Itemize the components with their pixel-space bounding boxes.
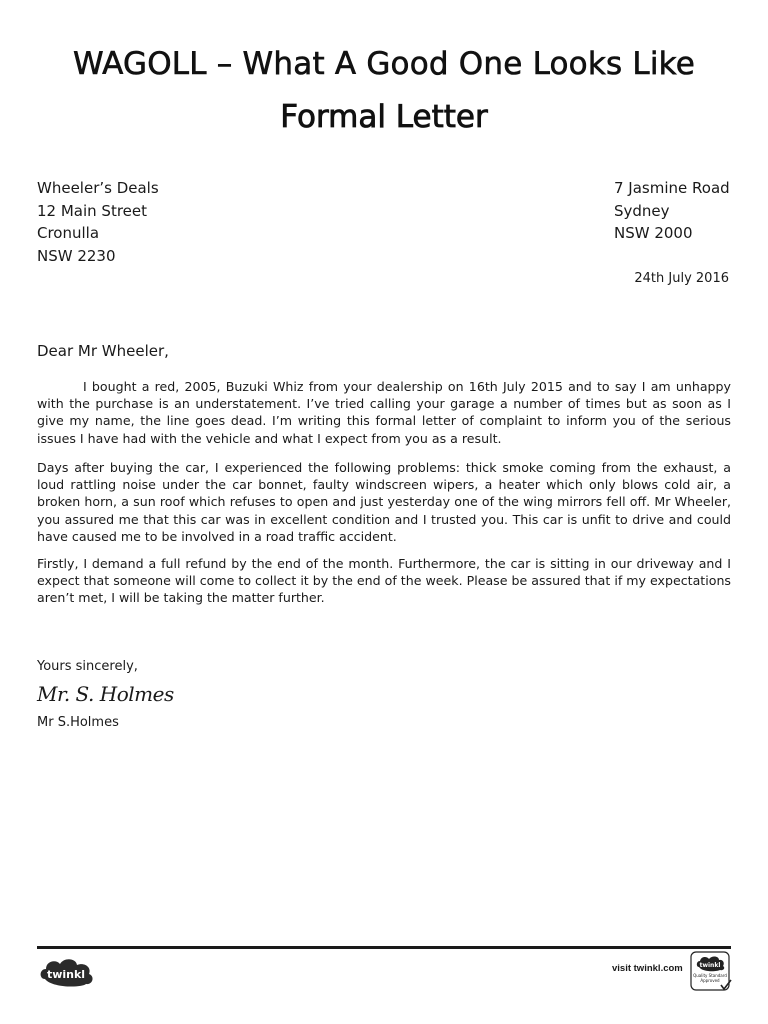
greeting: Dear Mr Wheeler, (37, 342, 169, 360)
recipient-address (614, 177, 730, 245)
sender-address-line: NSW 2230 (37, 246, 116, 265)
logo-text: twinkl (46, 968, 86, 981)
sender-address-line: Wheeler’s Deals (37, 179, 159, 197)
body-paragraph: Firstly, I demand a full refund by the end of the month. Furthermore, the car is sitting in our driveway and I expect that someone will come to collect it by the end of the week. Please be assured that if my expectations aren’t met, I will be taking the matter further. (37, 556, 731, 606)
letter-date: 24th July 2016 (634, 271, 729, 286)
recipient-address-line: Sydney (614, 201, 670, 220)
recipient-address-line: NSW 2000 (614, 224, 693, 242)
footer-divider (37, 946, 731, 949)
page-subtitle: Formal Letter (280, 99, 488, 135)
badge-logo-text: twinkl (699, 962, 721, 969)
signature-name: Mr S.Holmes (37, 715, 119, 730)
sender-address-line: 12 Main Street (37, 201, 148, 220)
closing: Yours sincerely, (37, 659, 138, 674)
sender-address (37, 177, 159, 267)
body-paragraph: I bought a red, 2005, Buzuki Whiz from your dealership on 16th July 2015 and to say I am unhappy with the purchase is an understatement. I’ve tried calling your garage a number of times but as soon as I give my name, the line goes dead. I’m writing this formal letter of complaint to inform you of the serious issues I have had with the vehicle and what I expect from you as a result. (37, 379, 731, 446)
quality-badge-icon (690, 951, 732, 993)
badge-caption: Quality Standard Approved (693, 973, 727, 983)
signature: Mr. S. Holmes (37, 682, 174, 706)
sender-address-line: Cronulla (37, 224, 100, 242)
recipient-address-line: 7 Jasmine Road (614, 179, 730, 197)
visit-link[interactable]: visit twinkl.com (612, 963, 683, 974)
twinkl-logo-icon[interactable] (37, 953, 97, 989)
body-paragraph: Days after buying the car, I experienced the following problems: thick smoke coming from the exhaust, a loud rattling noise under the car bonnet, faulty windscreen wipers, a heater which only blows cold air, a broken horn, a sun roof which refuses to open and just yesterday one of the wing mirrors fell off. Mr Wheeler, you assured me that this car was in excellent condition and I trusted you. This car is unfit to drive and could have caused me to be involved in a road traffic accident. (37, 460, 731, 544)
page-title: WAGOLL – What A Good One Looks Like (72, 46, 696, 82)
